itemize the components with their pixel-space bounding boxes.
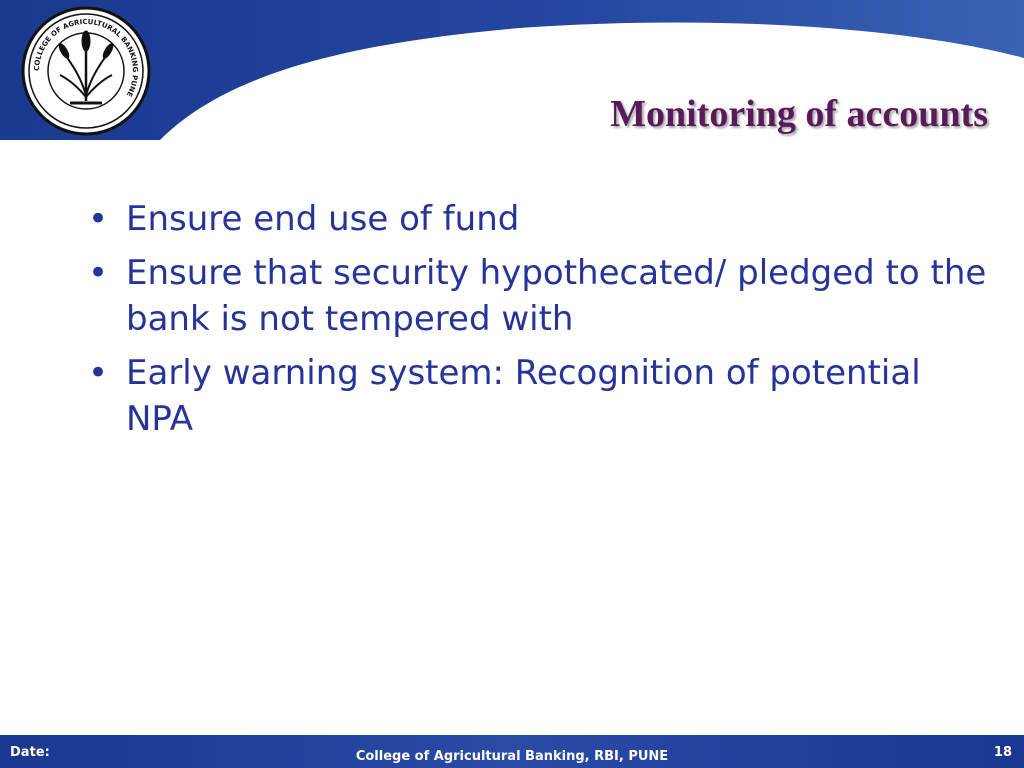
bullet-icon: • (88, 253, 109, 293)
footer-institution: College of Agricultural Banking, RBI, PUNE (355, 749, 669, 764)
footer-date-label: Date: (10, 745, 50, 760)
bullet-icon: • (88, 353, 109, 393)
bullet-text: Early warning system: Recognition of potential NPA (126, 353, 921, 439)
bullet-item (88, 196, 988, 242)
slide-number: 18 (993, 745, 1012, 760)
bullet-text: Ensure that security hypothecated/ pledged to the bank is not tempered with (126, 253, 987, 339)
slide-title: Monitoring of accounts (610, 93, 988, 135)
logo-ring-text: COLLEGE OF AGRICULTURAL BANKING PUNE (32, 17, 140, 98)
bullet-icon: • (88, 199, 109, 239)
college-logo (20, 5, 152, 137)
bullet-list (88, 196, 988, 450)
bullet-text: Ensure end use of fund (126, 199, 520, 239)
bullet-item (88, 250, 988, 342)
footer-bar (0, 735, 1024, 768)
bullet-item (88, 350, 988, 442)
